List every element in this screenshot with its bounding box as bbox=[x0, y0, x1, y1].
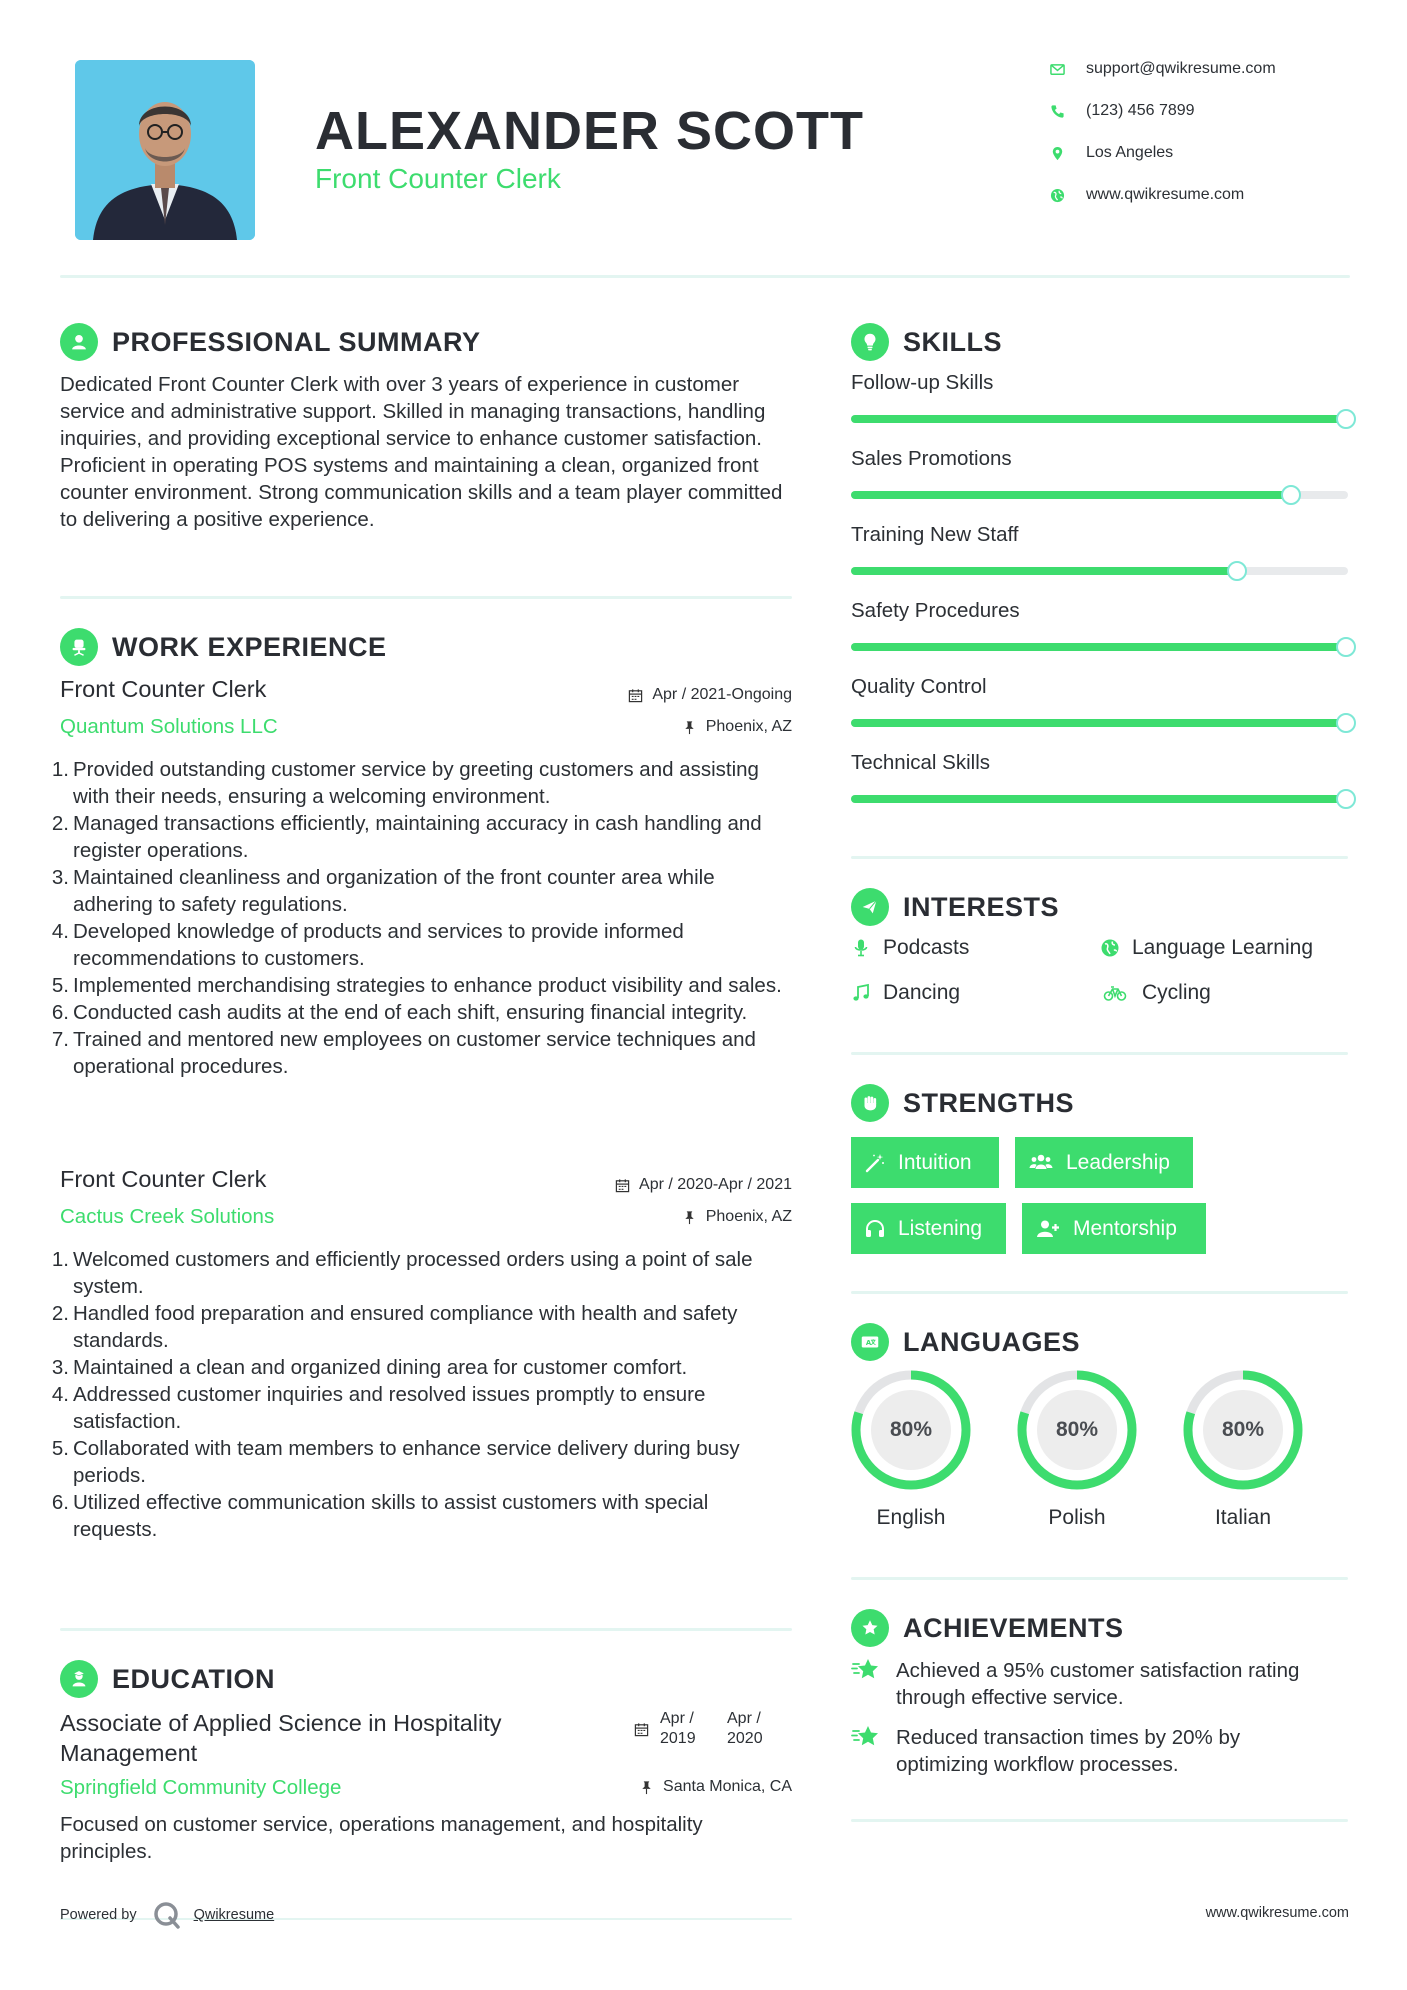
language-percent: 80% bbox=[1055, 1418, 1099, 1441]
contact-email-text: support@qwikresume.com bbox=[1086, 60, 1276, 77]
list-item: 3. Maintained cleanliness and organization of the front counter area while adhering to safety regulations. bbox=[51, 866, 715, 916]
education-school: Springfield Community College bbox=[60, 1776, 342, 1799]
skill-label: Technical Skills bbox=[851, 751, 990, 774]
strengths-divider bbox=[851, 1291, 1348, 1294]
footer-powered-by: Powered by Qwikresume bbox=[60, 1900, 274, 1930]
skill-bar-track bbox=[851, 795, 1348, 803]
skill-bar-fill bbox=[851, 415, 1348, 423]
skill-bar-track bbox=[851, 643, 1348, 651]
person-portrait-icon bbox=[75, 60, 255, 240]
list-item: 5. Collaborated with team members to enhance service delivery during busy periods. bbox=[51, 1437, 740, 1487]
pushpin-icon bbox=[682, 1210, 697, 1225]
summary-divider bbox=[60, 596, 792, 599]
list-item: 3. Maintained a clean and organized dining area for customer comfort. bbox=[51, 1356, 688, 1379]
skill-bar-knob bbox=[1227, 561, 1247, 581]
candidate-name: ALEXANDER SCOTT bbox=[315, 101, 865, 161]
star-award-icon bbox=[851, 1722, 881, 1752]
envelope-icon bbox=[1050, 62, 1065, 77]
skill-bar-knob bbox=[1336, 789, 1356, 809]
language-ring bbox=[1182, 1369, 1304, 1491]
education-date: Apr / 2019 Apr / 2020 bbox=[634, 1708, 794, 1752]
pushpin-icon bbox=[682, 720, 697, 735]
strength-listening: Listening bbox=[851, 1203, 1006, 1254]
strengths-heading: STRENGTHS bbox=[851, 1084, 1074, 1122]
skill-bar-track bbox=[851, 719, 1348, 727]
language-ring bbox=[1016, 1369, 1138, 1491]
skills-heading: SKILLS bbox=[851, 323, 1002, 361]
calendar-icon bbox=[634, 1722, 649, 1737]
calendar-icon bbox=[615, 1178, 630, 1193]
list-item: 4. Addressed customer inquiries and resolved issues promptly to ensure satisfaction. bbox=[51, 1383, 706, 1433]
location-pin-icon bbox=[1050, 146, 1065, 161]
job-1-responsibilities bbox=[50, 756, 795, 1080]
interest-podcasts: Podcasts bbox=[851, 936, 969, 960]
job-2-title: Front Counter Clerk bbox=[60, 1166, 267, 1192]
interests-divider bbox=[851, 1052, 1348, 1055]
job-1-location: Phoenix, AZ bbox=[560, 718, 792, 736]
job-1-company: Quantum Solutions LLC bbox=[60, 715, 278, 738]
footer-brand-link[interactable]: Qwikresume bbox=[193, 1907, 275, 1923]
language-name: Italian bbox=[1214, 1506, 1272, 1529]
calendar-icon bbox=[628, 688, 643, 703]
skill-bar-knob bbox=[1281, 485, 1301, 505]
users-icon bbox=[1028, 1152, 1054, 1174]
achievements-divider bbox=[851, 1819, 1348, 1822]
skill-bar-fill bbox=[851, 567, 1239, 575]
header-divider bbox=[60, 275, 1350, 278]
experience-heading: WORK EXPERIENCE bbox=[60, 628, 387, 666]
list-item: 7. Trained and mentored new employees on customer service techniques and operational procedures. bbox=[51, 1028, 756, 1078]
qwikresume-logo-icon bbox=[152, 1900, 182, 1930]
skill-bar-fill bbox=[851, 719, 1348, 727]
job-1-title: Front Counter Clerk bbox=[60, 676, 267, 702]
education-heading: EDUCATION bbox=[60, 1660, 275, 1698]
pushpin-icon bbox=[639, 1780, 654, 1795]
contact-email[interactable] bbox=[1050, 56, 1380, 82]
language-name: English bbox=[876, 1506, 946, 1529]
strength-mentorship: Mentorship bbox=[1022, 1203, 1206, 1254]
interest-cycling: Cycling bbox=[1100, 981, 1211, 1005]
skill-bar-track bbox=[851, 491, 1348, 499]
strength-intuition: Intuition bbox=[851, 1137, 999, 1188]
experience-divider bbox=[60, 1628, 792, 1631]
language-name: Polish bbox=[1048, 1506, 1106, 1529]
achievement-item-1: Achieved a 95% customer satisfaction rating through effective service. bbox=[851, 1657, 1321, 1711]
skill-label: Safety Procedures bbox=[851, 599, 1020, 622]
briefcase-chair-icon bbox=[68, 636, 90, 658]
education-degree: Associate of Applied Science in Hospitality Management bbox=[60, 1710, 502, 1766]
raised-fist-icon bbox=[859, 1092, 881, 1114]
language-card-icon bbox=[859, 1331, 881, 1353]
user-plus-icon bbox=[1035, 1218, 1061, 1240]
skill-bar-knob bbox=[1336, 637, 1356, 657]
star-award-icon bbox=[851, 1655, 881, 1685]
skill-bar-fill bbox=[851, 643, 1348, 651]
list-item: 6. Conducted cash audits at the end of each shift, ensuring financial integrity. bbox=[51, 1001, 748, 1024]
graduate-icon bbox=[68, 1668, 90, 1690]
microphone-icon bbox=[851, 938, 871, 958]
skill-bar-track bbox=[851, 415, 1348, 423]
job-2-company: Cactus Creek Solutions bbox=[60, 1205, 275, 1228]
contact-location bbox=[1050, 140, 1380, 166]
achievements-heading: ACHIEVEMENTS bbox=[851, 1609, 1124, 1647]
skill-label: Training New Staff bbox=[851, 523, 1019, 546]
list-item: 2. Managed transactions efficiently, maintaining accuracy in cash handling and register operations. bbox=[51, 812, 762, 862]
job-1-date: Apr / 2021-Ongoing bbox=[560, 686, 792, 704]
contact-website-text: www.qwikresume.com bbox=[1086, 186, 1245, 203]
svg-text:A: A bbox=[865, 1339, 872, 1348]
lightbulb-icon bbox=[859, 331, 881, 353]
languages-divider bbox=[851, 1577, 1348, 1580]
achievement-item-2: Reduced transaction times by 20% by optimizing workflow processes. bbox=[851, 1724, 1321, 1778]
language-percent: 80% bbox=[1221, 1418, 1265, 1441]
language-percent: 80% bbox=[889, 1418, 933, 1441]
star-badge-icon bbox=[859, 1617, 881, 1639]
skill-bar-fill bbox=[851, 491, 1293, 499]
job-2-location: Phoenix, AZ bbox=[560, 1208, 792, 1226]
skill-bar-knob bbox=[1336, 409, 1356, 429]
job-2-date: Apr / 2020-Apr / 2021 bbox=[540, 1176, 792, 1194]
list-item: 6. Utilized effective communication skills to assist customers with special requests. bbox=[51, 1491, 709, 1541]
candidate-role: Front Counter Clerk bbox=[315, 163, 561, 194]
headphones-icon bbox=[864, 1218, 886, 1240]
list-item: 2. Handled food preparation and ensured compliance with health and safety standards. bbox=[51, 1302, 738, 1352]
paper-plane-icon bbox=[859, 896, 881, 918]
contact-website[interactable] bbox=[1050, 182, 1380, 208]
phone-icon bbox=[1050, 104, 1065, 119]
skill-bar-knob bbox=[1336, 713, 1356, 733]
magic-wand-icon bbox=[864, 1152, 886, 1174]
skill-bar-track bbox=[851, 567, 1348, 575]
user-icon bbox=[68, 331, 90, 353]
interest-dancing: Dancing bbox=[851, 981, 960, 1005]
globe-icon bbox=[1050, 188, 1065, 203]
list-item: 5. Implemented merchandising strategies to enhance product visibility and sales. bbox=[51, 974, 782, 997]
skill-bar-fill bbox=[851, 795, 1348, 803]
education-location: Santa Monica, CA bbox=[560, 1778, 792, 1796]
interests-heading: INTERESTS bbox=[851, 888, 1059, 926]
job-2-responsibilities bbox=[50, 1246, 795, 1543]
skill-label: Follow-up Skills bbox=[851, 371, 994, 394]
list-item: 1. Welcomed customers and efficiently processed orders using a point of sale system. bbox=[51, 1248, 753, 1298]
profile-photo bbox=[75, 60, 255, 240]
contact-phone-text: (123) 456 7899 bbox=[1086, 102, 1195, 119]
skills-divider bbox=[851, 856, 1348, 859]
music-note-icon bbox=[851, 983, 871, 1003]
skill-label: Sales Promotions bbox=[851, 447, 1012, 470]
skill-label: Quality Control bbox=[851, 675, 987, 698]
bicycle-icon bbox=[1100, 983, 1130, 1003]
strength-leadership: Leadership bbox=[1015, 1137, 1193, 1188]
list-item: 4. Developed knowledge of products and services to provide informed recommendations to customers. bbox=[51, 920, 684, 970]
summary-heading: PROFESSIONAL SUMMARY bbox=[60, 323, 481, 361]
contact-location-text: Los Angeles bbox=[1086, 144, 1174, 161]
footer-website[interactable]: www.qwikresume.com bbox=[1205, 1905, 1349, 1921]
summary-text: Dedicated Front Counter Clerk with over 3 years of experience in customer service and administrative support. Skilled in managing transactions, handling inquiries, and providing exceptional service to enhance customer satisfaction. Proficient in operating POS systems and maintaining a clean, organized front counter environment. Strong communication skills and a team player committed to delivering a positive experience. bbox=[60, 373, 783, 531]
contact-phone[interactable] bbox=[1050, 98, 1380, 124]
language-ring bbox=[850, 1369, 972, 1491]
globe-icon bbox=[1100, 938, 1120, 958]
list-item: 1. Provided outstanding customer service by greeting customers and assisting with their needs, ensuring a welcoming environment. bbox=[51, 758, 759, 808]
languages-heading: A LANGUAGES bbox=[851, 1323, 1080, 1361]
interest-language-learning: Language Learning bbox=[1100, 936, 1313, 960]
education-description: Focused on customer service, operations management, and hospitality principles. bbox=[60, 1813, 703, 1863]
